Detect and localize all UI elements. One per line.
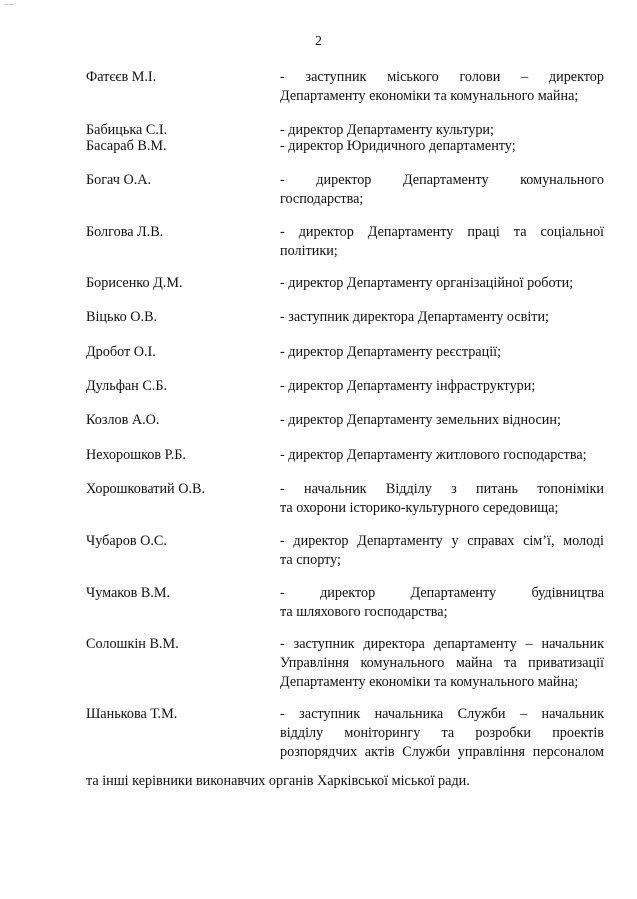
position-description [280,171,604,209]
person-name: Хорошковатий О.В. [86,481,205,497]
position-line: та спорту; [280,552,341,568]
person-name: Чумаков В.М. [86,585,170,601]
position-line: - директор Департаменту праці та соціальної [280,224,604,240]
person-name: Дробот О.І. [86,344,156,360]
position-description [280,532,604,570]
person-name: Віцько О.В. [86,309,158,325]
position-line: - директор Департаменту культури; [280,122,494,138]
scan-mark [4,4,14,5]
person-name: Солошкін В.М. [86,636,179,652]
position-description [280,411,604,430]
position-line: - директор Департаменту у справах сім’ї, молоді [280,533,604,549]
position-description [280,705,604,762]
person-name: Козлов А.О. [86,412,160,428]
person-name: Болгова Л.В. [86,224,164,240]
position-line: та шляхового господарства; [280,604,448,620]
position-description [280,584,604,622]
person-name: Нехорошков Р.Б. [86,447,186,463]
position-line: Управління комунального майна та приватизації [280,655,604,671]
position-description [280,308,604,327]
position-description [280,223,604,261]
position-line: Департаменту економіки та комунального майна; [280,674,579,690]
position-line: та охорони історико-культурного середовища; [280,500,559,516]
position-description [280,68,604,106]
person-name: Дульфан С.Б. [86,378,168,394]
person-name: Бабицька С.І. [86,122,168,138]
person-name: Фатєєв М.І. [86,69,157,85]
position-line: господарства; [280,191,364,207]
position-description [280,274,604,293]
position-line: відділу моніторингу та розробки проектів [280,725,604,741]
position-line: - начальник Відділу з питань топоніміки [280,481,604,497]
position-line: - заступник директора департаменту – начальник [280,636,604,652]
person-name: Басараб В.М. [86,138,167,154]
person-name: Шанькова Т.М. [86,706,178,722]
position-line: - директор Департаменту будівництва [280,585,604,601]
page-number: 2 [315,34,322,49]
position-line: - директор Юридичного департаменту; [280,138,516,154]
position-line: - директор Департаменту організаційної роботи; [280,275,574,291]
position-line: політики; [280,243,338,259]
position-line: - директор Департаменту комунального [280,172,604,188]
person-name: Богач О.А. [86,172,152,188]
position-line: розпорядчих актів Служби управління персоналом [280,744,604,760]
closing-paragraph: та інші керівники виконавчих органів Харківської міської ради. [86,773,470,789]
position-line: - директор Департаменту реєстрації; [280,344,502,360]
position-line: - директор Департаменту житлового господарства; [280,447,587,463]
position-description [280,635,604,692]
position-line: - заступник міського голови – директор [280,69,604,85]
position-description [280,343,604,362]
position-description [280,377,604,396]
position-description [280,480,604,518]
position-line: - директор Департаменту земельних відносин; [280,412,561,428]
position-line: - директор Департаменту інфраструктури; [280,378,536,394]
position-line: - заступник начальника Служби – начальник [280,706,604,722]
position-description [280,446,604,465]
person-name: Чубаров О.С. [86,533,167,549]
position-description [280,137,604,156]
person-name: Борисенко Д.М. [86,275,183,291]
position-line: Департаменту економіки та комунального майна; [280,88,579,104]
position-line: - заступник директора Департаменту освіти; [280,309,550,325]
